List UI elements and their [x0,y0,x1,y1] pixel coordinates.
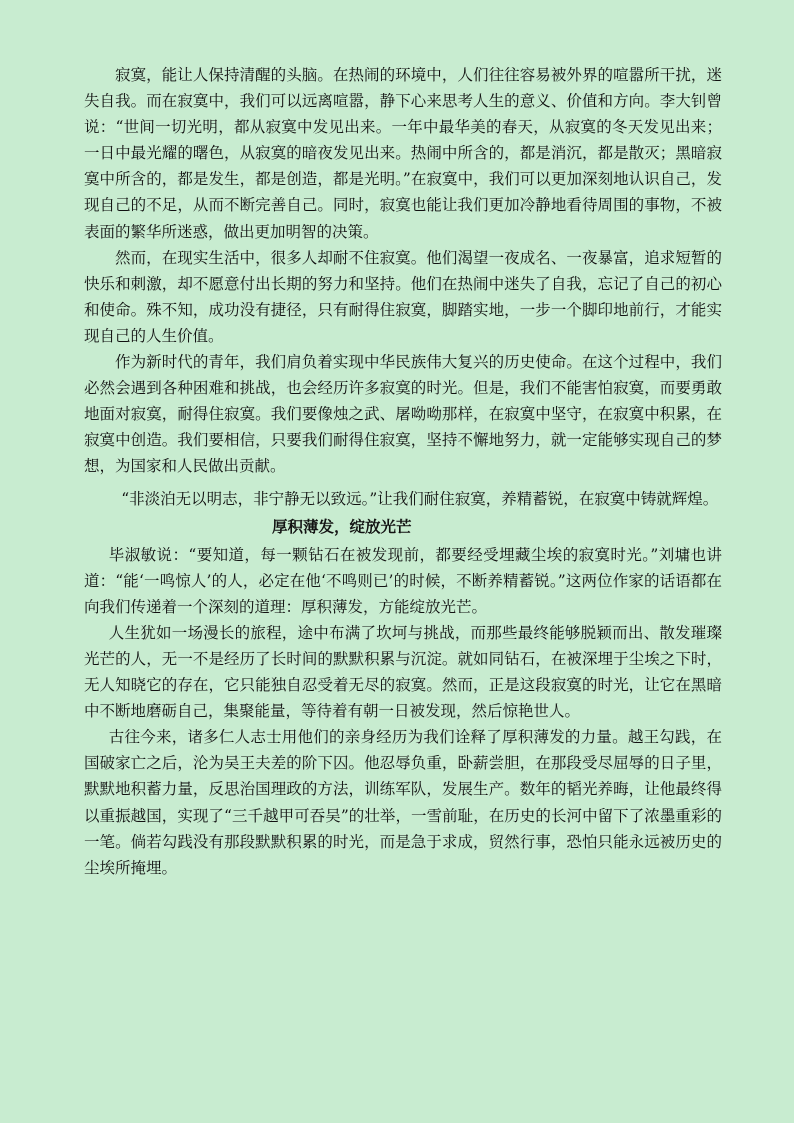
document-page [84,62,722,881]
essay-title: 厚积薄发，绽放光芒 [272,516,412,536]
paragraph: 古往今来，诸多仁人志士用他们的亲身经历为我们诠释了厚积薄发的力量。越王勾践，在国破家亡之后，沦为吴王夫差的阶下囚。他忍辱负重，卧薪尝胆，在那段受尽屈辱的日子里，默默地积蓄力量，反思治国理政的方法，训练军队，发展生产。数年的韬光养晦，让他最终得以重振越国，实现了“三千越甲可吞吴”的壮举，一雪前耻，在历史的长河中留下了浓墨重彩的一笔。倘若勾践没有那段默默积累的时光，而是急于求成，贸然行事，恐怕只能永远被历史的尘埃所掩埋。 [84,728,722,877]
closing-quote: “非淡泊无以明志，非宁静无以致远。”让我们耐住寂寞，养精蓄锐，在寂寞中铸就辉煌。 [121,489,719,508]
paragraph: 人生犹如一场漫长的旅程，途中布满了坎坷与挑战，而那些最终能够脱颖而出、散发璀璨光芒的人，无一不是经历了长时间的默默积累与沉淀。就如同钻石，在被深埋于尘埃之下时，无人知晓它的存在，它只能独自忍受着无尽的寂寞。然而，正是这段寂寞的时光，让它在黑暗中不断地磨砺自己，集聚能量，等待着有朝一日被发现，然后惊艳世人。 [84,623,722,721]
paragraph: 作为新时代的青年，我们肩负着实现中华民族伟大复兴的历史使命。在这个过程中，我们必然会遇到各种困难和挑战，也会经历许多寂寞的时光。但是，我们不能害怕寂寞，而要勇敢地面对寂寞，耐得住寂寞。我们要像烛之武、屠呦呦那样，在寂寞中坚守，在寂寞中积累，在寂寞中创造。我们要相信，只要我们耐得住寂寞，坚持不懈地努力，就一定能够实现自己的梦想，为国家和人民做出贡献。 [84,353,722,476]
paragraph: 毕淑敏说：“要知道，每一颗钻石在被发现前，都要经受埋藏尘埃的寂寞时光。”刘墉也讲道：“能‘一鸣惊人’的人，必定在他‘不鸣则已’的时候，不断养精蓄锐。”这两位作家的话语都在向我们传递着一个深刻的道理：厚积薄发，方能绽放光芒。 [84,545,722,616]
paragraph: 然而，在现实生活中，很多人却耐不住寂寞。他们渴望一夜成名、一夜暴富，追求短暂的快乐和刺激，却不愿意付出长期的努力和坚持。他们在热闹中迷失了自我，忘记了自己的初心和使命。殊不知，成功没有捷径，只有耐得住寂寞，脚踏实地，一步一个脚印地前行，才能实现自己的人生价值。 [84,248,722,345]
paragraph: 寂寞，能让人保持清醒的头脑。在热闹的环境中，人们往往容易被外界的喧嚣所干扰，迷失自我。而在寂寞中，我们可以远离喧嚣，静下心来思考人生的意义、价值和方向。李大钊曾说：“世间一切光明，都从寂寞中发见出来。一年中最华美的春天，从寂寞的冬天发见出来；一日中最光耀的曙色，从寂寞的暗夜发见出来。热闹中所含的，都是消沉，都是散灭；黑暗寂寞中所含的，都是发生，都是创造，都是光明。”在寂寞中，我们可以更加深刻地认识自己，发现自己的不足，从而不断完善自己。同时，寂寞也能让我们更加冷静地看待周围的事物，不被表面的繁华所迷惑，做出更加明智的决策。 [84,66,722,241]
